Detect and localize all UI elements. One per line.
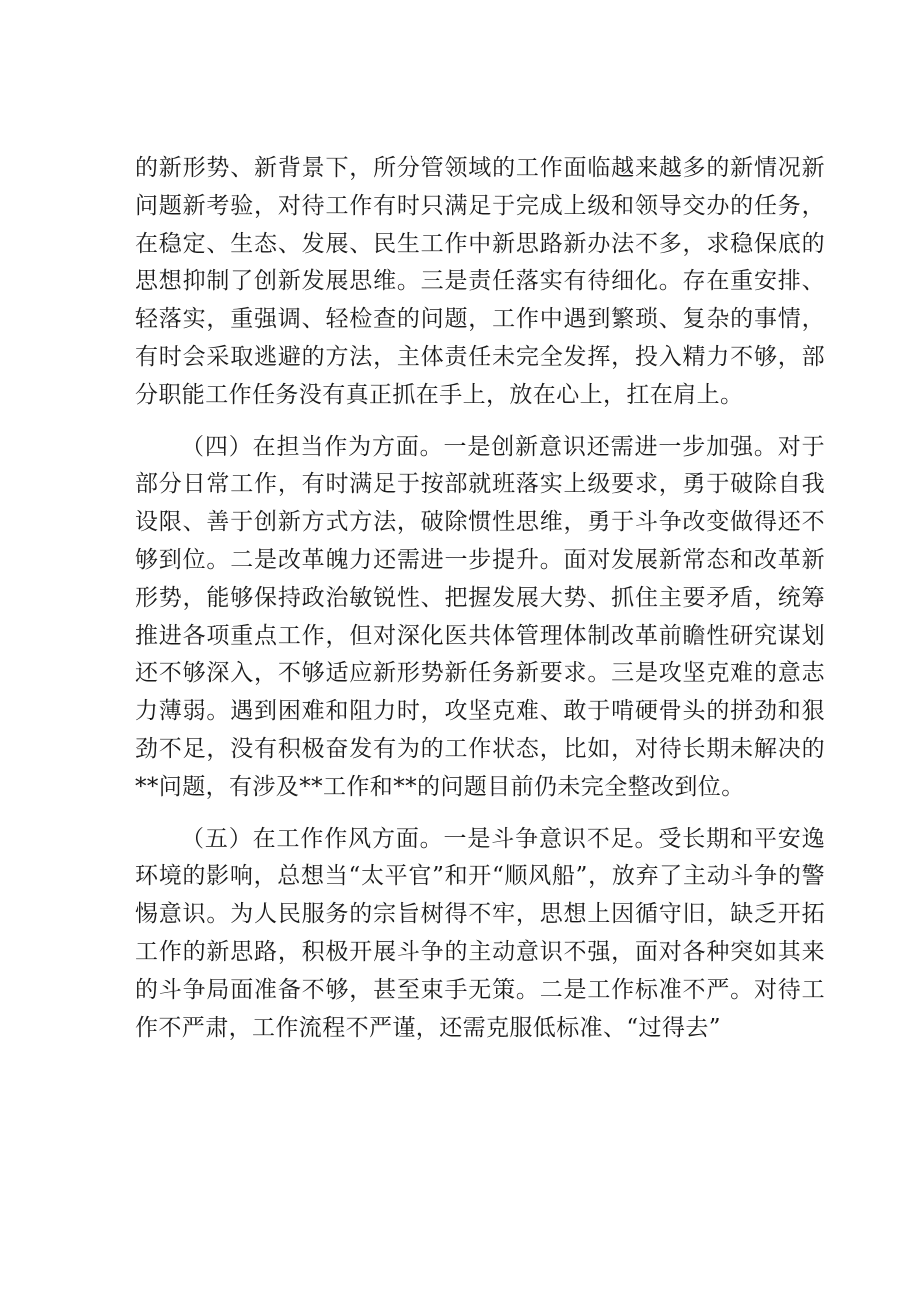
document-body bbox=[135, 150, 825, 1047]
paragraph-section-5: （五）在工作作风方面。一是斗争意识不足。受长期和平安逸环境的影响，总想当“太平官”和开“顺风船”，放弃了主动斗争的警惕意识。为人民服务的宗旨树得不牢，思想上因循守旧，缺乏开拓工作的新思路，积极开展斗争的主动意识不强，面对各种突如其来的斗争局面准备不够，甚至束手无策。二是工作标准不严。对待工作不严肃，工作流程不严谨，还需克服低标准、“过得去” bbox=[135, 825, 825, 1041]
paragraph-section-4: （四）在担当作为方面。一是创新意识还需进一步加强。对于部分日常工作，有时满足于按部就班落实上级要求，勇于破除自我设限、善于创新方式方法，破除惯性思维，勇于斗争改变做得还不够到位。二是改革魄力还需进一步提升。面对发展新常态和改革新形势，能够保持政治敏锐性、把握发展大势、抓住主要矛盾，统筹推进各项重点工作，但对深化医共体管理体制改革前瞻性研究谋划还不够深入，不够适应新形势新任务新要求。三是攻坚克难的意志力薄弱。遇到困难和阻力时，攻坚克难、敢于啃硬骨头的拼劲和狠劲不足，没有积极奋发有为的工作状态，比如，对待长期未解决的**问题，有涉及**工作和**的问题目前仍未完全整改到位。 bbox=[135, 433, 825, 800]
paragraph-continued: 的新形势、新背景下，所分管领域的工作面临越来越多的新情况新问题新考验，对待工作有时只满足于完成上级和领导交办的任务，在稳定、生态、发展、民生工作中新思路新办法不多，求稳保底的思想抑制了创新发展思维。三是责任落实有待细化。存在重安排、轻落实，重强调、轻检查的问题，工作中遇到繁琐、复杂的事情，有时会采取逃避的方法，主体责任未完全发挥，投入精力不够，部分职能工作任务没有真正抓在手上，放在心上，扛在肩上。 bbox=[135, 155, 825, 408]
